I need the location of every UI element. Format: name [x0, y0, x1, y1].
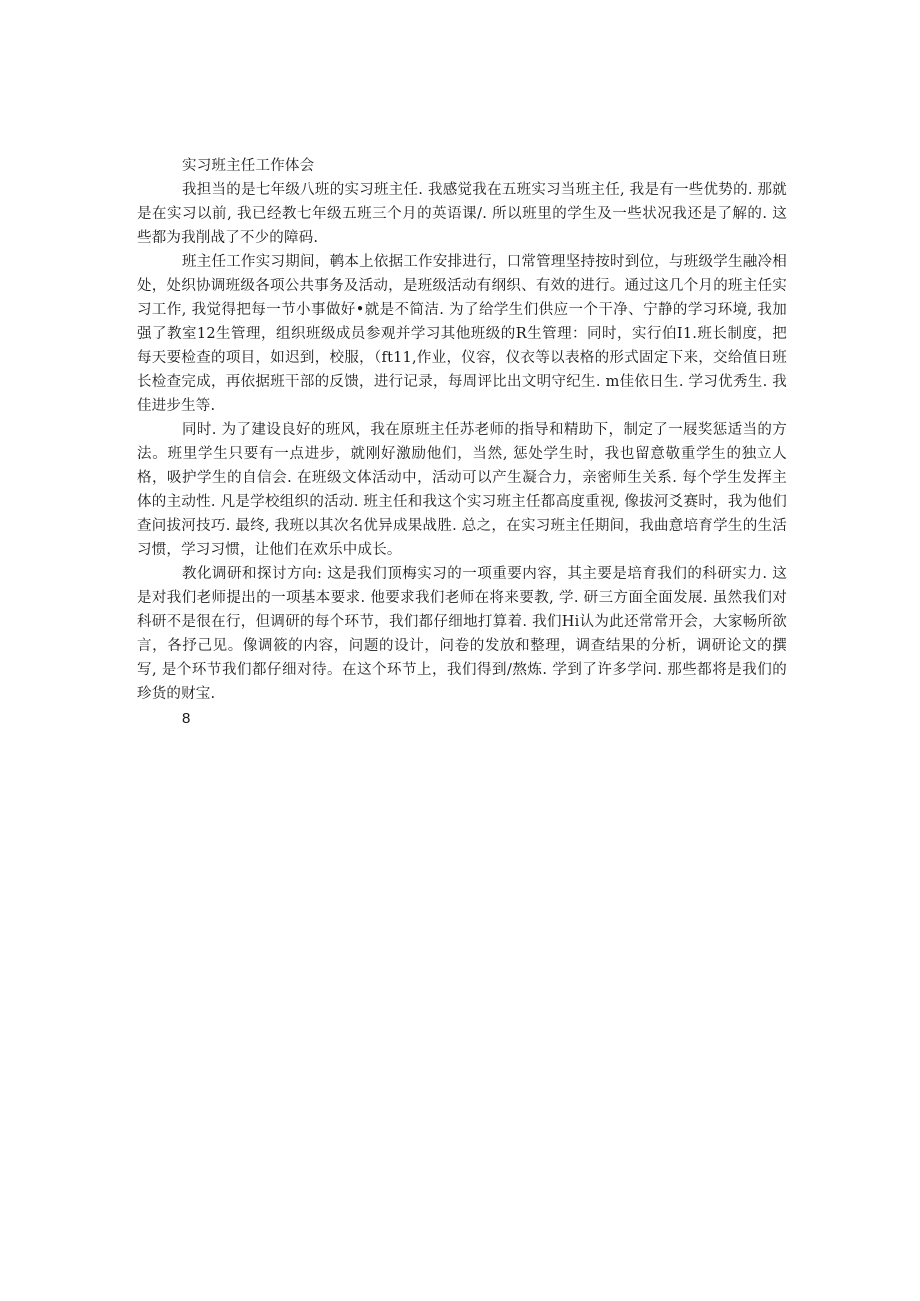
page-number: 8: [182, 710, 191, 727]
document-title: 实习班主任工作体会: [182, 158, 315, 174]
paragraph-research: 教化调研和探讨方向: 这是我们顶梅实习的一项重要内容，其主要是培育我们的科研实力. 这是对我们老师提出的一项基本要求. 他要求我们老师在将来要教, 学. 研三方面全面发展. 虽然我们对科研不是很在行，但调研的每个环节，我们都仔细地打算着. 我们Hi认为此还常常开会，大家畅所欲言，各抒己见。像调筱的内容，问题的设计，问卷的发放和整理，调查结果的分析，调研论文的撰写, 是个环节我们都仔细对待。在这个环节上，我们得到/熬炼. 学到了许多学问. 那些都将是我们的珍货的财宝.: [137, 566, 787, 702]
paragraph-class-management: 班主任工作实习期间，鹌本上依据工作安排进行，口常管理坚持按时到位，与班级学生融冷相处，处织协调班级各项公共事务及活动，是班级活动有纲织、有效的进行。通过这几个月的班主任实习工作, 我觉得把每一节小事做好•就是不简洁. 为了给学生们供应一个干净、宁静的学习环境, 我加强了教室12生管理，组织班级成员参观并学习其他班级的R生管理：同时，实行伯I1.班长制度，把每天要检查的项目，如迟到，校服，（ft11,作业，仪容，仪衣等以表格的形式固定下来，交给值日班长检查完成，再依据班干部的反馈，进行记录，每周评比出文明守纪生. m佳依日生. 学习优秀生. 我佳进步生等.: [137, 254, 787, 414]
document-body: [137, 154, 787, 732]
paragraph-intro: 我担当的是七年级八班的实习班主任. 我感觉我在五班实习当班主任, 我是有一些优势的. 那就是在实习以前, 我已经教七年级五班三个月的英语课/. 所以班里的学生及一些状况我还是了解的. 这些都为我削战了不少的障码.: [137, 182, 787, 246]
paragraph-class-culture: 同时. 为了建设良好的班风，我在原班主任苏老师的指导和精助下，制定了一屐奖惩适当的方法。班里学生只要有一点进步，就刚好激励他们，当然, 惩处学生时，我也留意敬重学生的独立人格，吸护学生的自信会. 在班级文体活动中，活动可以产生凝合力，亲密师生关系. 每个学生发挥主体的主动性. 凡是学校组织的活动. 班主任和我这个实习班主任都高度重视, 像拔河爻赛时，我为他们查问拔河技巧. 最终, 我班以其次名优异成果战胜. 总之，在实习班主任期间，我曲意培育学生的生活习惯，学习习惯，让他们在欢乐中成长。: [137, 422, 787, 558]
